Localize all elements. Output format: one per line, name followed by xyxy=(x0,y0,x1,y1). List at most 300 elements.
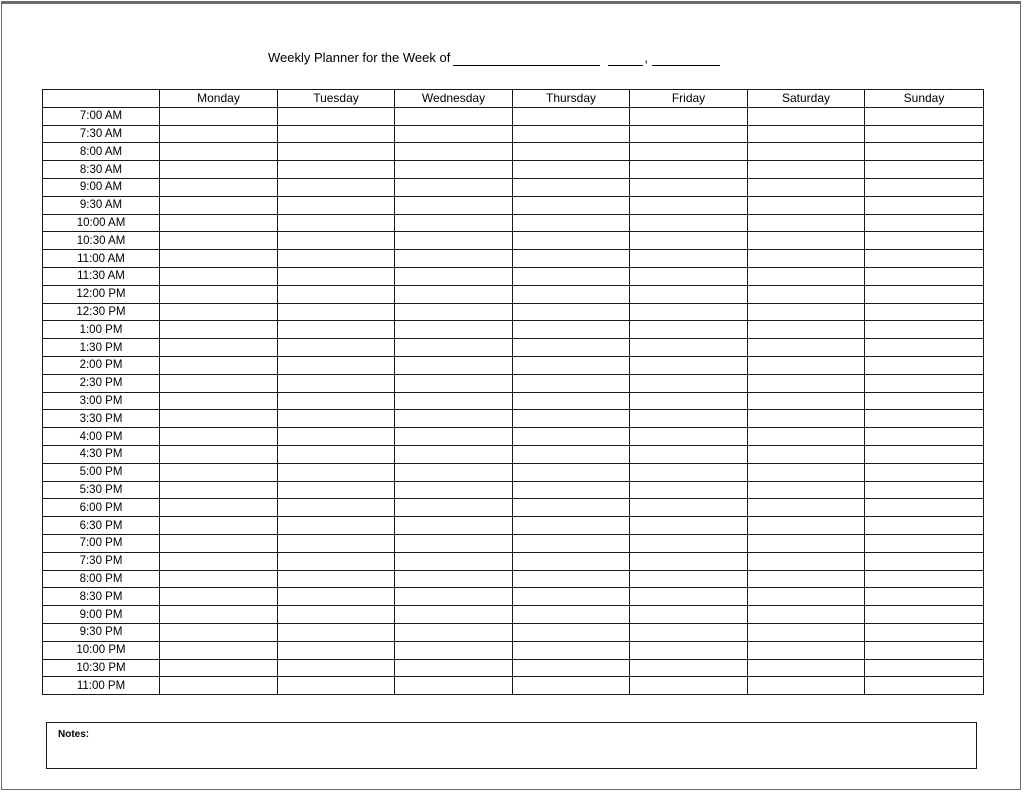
schedule-cell[interactable] xyxy=(395,641,513,659)
time-slot-label: 9:00 PM xyxy=(43,606,160,624)
schedule-cell[interactable] xyxy=(630,303,748,321)
schedule-cell[interactable] xyxy=(748,339,865,357)
title-comma: , xyxy=(644,50,648,65)
schedule-cell[interactable] xyxy=(160,481,278,499)
schedule-cell[interactable] xyxy=(865,534,984,552)
schedule-cell[interactable] xyxy=(865,161,984,179)
schedule-cell[interactable] xyxy=(160,125,278,143)
schedule-cell[interactable] xyxy=(513,161,630,179)
time-slot-label: 3:00 PM xyxy=(43,392,160,410)
schedule-cell[interactable] xyxy=(160,534,278,552)
schedule-cell[interactable] xyxy=(865,570,984,588)
time-slot-label: 10:00 PM xyxy=(43,641,160,659)
schedule-cell[interactable] xyxy=(513,125,630,143)
schedule-cell[interactable] xyxy=(513,356,630,374)
table-row xyxy=(43,410,984,428)
table-row xyxy=(43,214,984,232)
schedule-cell[interactable] xyxy=(160,267,278,285)
table-row xyxy=(43,463,984,481)
week-month-blank[interactable] xyxy=(453,51,600,66)
schedule-cell[interactable] xyxy=(513,107,630,125)
schedule-cell[interactable] xyxy=(630,677,748,695)
schedule-cell[interactable] xyxy=(278,499,395,517)
schedule-cell[interactable] xyxy=(748,107,865,125)
schedule-cell[interactable] xyxy=(513,214,630,232)
schedule-cell[interactable] xyxy=(865,659,984,677)
schedule-cell[interactable] xyxy=(630,143,748,161)
table-row xyxy=(43,161,984,179)
schedule-cell[interactable] xyxy=(160,232,278,250)
schedule-cell[interactable] xyxy=(278,517,395,535)
schedule-cell[interactable] xyxy=(630,428,748,446)
schedule-cell[interactable] xyxy=(865,339,984,357)
schedule-cell[interactable] xyxy=(630,125,748,143)
schedule-cell[interactable] xyxy=(278,428,395,446)
schedule-cell[interactable] xyxy=(278,143,395,161)
schedule-cell[interactable] xyxy=(395,250,513,268)
schedule-cell[interactable] xyxy=(865,499,984,517)
schedule-cell[interactable] xyxy=(395,588,513,606)
time-slot-label: 8:00 AM xyxy=(43,143,160,161)
schedule-cell[interactable] xyxy=(160,428,278,446)
schedule-cell[interactable] xyxy=(160,641,278,659)
schedule-cell[interactable] xyxy=(278,161,395,179)
schedule-cell[interactable] xyxy=(630,517,748,535)
time-slot-label: 4:30 PM xyxy=(43,445,160,463)
schedule-cell[interactable] xyxy=(278,250,395,268)
schedule-cell[interactable] xyxy=(395,285,513,303)
schedule-cell[interactable] xyxy=(748,392,865,410)
schedule-cell[interactable] xyxy=(160,374,278,392)
schedule-cell[interactable] xyxy=(630,623,748,641)
schedule-cell[interactable] xyxy=(278,107,395,125)
schedule-cell[interactable] xyxy=(160,178,278,196)
schedule-cell[interactable] xyxy=(865,250,984,268)
schedule-cell[interactable] xyxy=(748,499,865,517)
notes-label: Notes: xyxy=(58,729,90,740)
schedule-cell[interactable] xyxy=(278,463,395,481)
schedule-cell[interactable] xyxy=(395,267,513,285)
schedule-cell[interactable] xyxy=(278,214,395,232)
schedule-cell[interactable] xyxy=(513,267,630,285)
table-row xyxy=(43,534,984,552)
schedule-cell[interactable] xyxy=(865,196,984,214)
schedule-cell[interactable] xyxy=(748,232,865,250)
schedule-cell[interactable] xyxy=(630,534,748,552)
schedule-cell[interactable] xyxy=(278,125,395,143)
table-row xyxy=(43,143,984,161)
schedule-cell[interactable] xyxy=(630,196,748,214)
schedule-cell[interactable] xyxy=(513,606,630,624)
schedule-cell[interactable] xyxy=(630,107,748,125)
schedule-cell[interactable] xyxy=(630,499,748,517)
schedule-cell[interactable] xyxy=(630,356,748,374)
schedule-cell[interactable] xyxy=(278,232,395,250)
schedule-cell[interactable] xyxy=(630,481,748,499)
schedule-cell[interactable] xyxy=(748,570,865,588)
time-slot-label: 12:00 PM xyxy=(43,285,160,303)
schedule-cell[interactable] xyxy=(278,641,395,659)
schedule-cell[interactable] xyxy=(513,570,630,588)
schedule-cell[interactable] xyxy=(630,232,748,250)
schedule-cell[interactable] xyxy=(513,392,630,410)
schedule-cell[interactable] xyxy=(630,250,748,268)
schedule-cell[interactable] xyxy=(865,677,984,695)
table-row xyxy=(43,285,984,303)
time-slot-label: 4:00 PM xyxy=(43,428,160,446)
schedule-cell[interactable] xyxy=(395,445,513,463)
schedule-cell[interactable] xyxy=(748,445,865,463)
schedule-cell[interactable] xyxy=(395,659,513,677)
schedule-cell[interactable] xyxy=(160,250,278,268)
schedule-cell[interactable] xyxy=(395,499,513,517)
schedule-cell[interactable] xyxy=(513,534,630,552)
table-row xyxy=(43,356,984,374)
schedule-cell[interactable] xyxy=(630,321,748,339)
schedule-cell[interactable] xyxy=(630,410,748,428)
time-slot-label: 5:30 PM xyxy=(43,481,160,499)
time-slot-label: 10:30 PM xyxy=(43,659,160,677)
week-year-blank[interactable] xyxy=(652,51,720,66)
schedule-cell[interactable] xyxy=(395,107,513,125)
time-slot-label: 8:30 AM xyxy=(43,161,160,179)
time-slot-label: 10:00 AM xyxy=(43,214,160,232)
schedule-cell[interactable] xyxy=(865,107,984,125)
table-row xyxy=(43,445,984,463)
day-header: Monday xyxy=(160,90,278,108)
schedule-cell[interactable] xyxy=(630,161,748,179)
time-slot-label: 11:00 PM xyxy=(43,677,160,695)
schedule-cell[interactable] xyxy=(160,552,278,570)
schedule-cell[interactable] xyxy=(513,178,630,196)
schedule-cell[interactable] xyxy=(748,178,865,196)
schedule-cell[interactable] xyxy=(630,588,748,606)
schedule-cell[interactable] xyxy=(865,606,984,624)
schedule-cell[interactable] xyxy=(513,677,630,695)
schedule-cell[interactable] xyxy=(748,623,865,641)
schedule-cell[interactable] xyxy=(395,374,513,392)
table-row xyxy=(43,588,984,606)
schedule-cell[interactable] xyxy=(865,321,984,339)
table-row xyxy=(43,641,984,659)
schedule-cell[interactable] xyxy=(865,392,984,410)
schedule-cell[interactable] xyxy=(513,374,630,392)
schedule-cell[interactable] xyxy=(160,463,278,481)
schedule-cell[interactable] xyxy=(748,641,865,659)
time-slot-label: 9:30 PM xyxy=(43,623,160,641)
schedule-cell[interactable] xyxy=(160,410,278,428)
schedule-cell[interactable] xyxy=(513,410,630,428)
schedule-cell[interactable] xyxy=(513,481,630,499)
table-row xyxy=(43,428,984,446)
schedule-cell[interactable] xyxy=(748,161,865,179)
day-header: Tuesday xyxy=(278,90,395,108)
schedule-cell[interactable] xyxy=(748,267,865,285)
schedule-cell[interactable] xyxy=(395,143,513,161)
schedule-cell[interactable] xyxy=(748,463,865,481)
schedule-cell[interactable] xyxy=(278,534,395,552)
schedule-cell[interactable] xyxy=(513,641,630,659)
schedule-cell[interactable] xyxy=(630,445,748,463)
schedule-cell[interactable] xyxy=(513,143,630,161)
schedule-cell[interactable] xyxy=(630,178,748,196)
table-row xyxy=(43,499,984,517)
schedule-cell[interactable] xyxy=(748,250,865,268)
schedule-cell[interactable] xyxy=(513,463,630,481)
schedule-cell[interactable] xyxy=(865,623,984,641)
schedule-cell[interactable] xyxy=(748,481,865,499)
schedule-cell[interactable] xyxy=(160,445,278,463)
schedule-cell[interactable] xyxy=(630,374,748,392)
day-header: Wednesday xyxy=(395,90,513,108)
schedule-cell[interactable] xyxy=(748,534,865,552)
schedule-cell[interactable] xyxy=(865,641,984,659)
schedule-cell[interactable] xyxy=(395,321,513,339)
time-slot-label: 12:30 PM xyxy=(43,303,160,321)
schedule-cell[interactable] xyxy=(160,623,278,641)
schedule-cell[interactable] xyxy=(160,570,278,588)
schedule-cell[interactable] xyxy=(630,570,748,588)
schedule-cell[interactable] xyxy=(395,125,513,143)
schedule-cell[interactable] xyxy=(160,588,278,606)
schedule-cell[interactable] xyxy=(748,356,865,374)
table-row xyxy=(43,178,984,196)
table-row xyxy=(43,250,984,268)
schedule-cell[interactable] xyxy=(630,552,748,570)
time-slot-label: 9:30 AM xyxy=(43,196,160,214)
schedule-cell[interactable] xyxy=(395,517,513,535)
table-row xyxy=(43,125,984,143)
schedule-cell[interactable] xyxy=(865,445,984,463)
schedule-cell[interactable] xyxy=(865,267,984,285)
schedule-cell[interactable] xyxy=(278,374,395,392)
schedule-cell[interactable] xyxy=(395,392,513,410)
schedule-cell[interactable] xyxy=(748,125,865,143)
schedule-cell[interactable] xyxy=(395,623,513,641)
time-slot-label: 7:00 AM xyxy=(43,107,160,125)
schedule-cell[interactable] xyxy=(748,659,865,677)
schedule-cell[interactable] xyxy=(160,499,278,517)
table-row xyxy=(43,606,984,624)
notes-box[interactable] xyxy=(46,722,977,769)
schedule-cell[interactable] xyxy=(278,570,395,588)
planner-body xyxy=(43,107,984,694)
schedule-cell[interactable] xyxy=(865,588,984,606)
schedule-cell[interactable] xyxy=(160,606,278,624)
schedule-cell[interactable] xyxy=(748,517,865,535)
schedule-cell[interactable] xyxy=(748,428,865,446)
schedule-cell[interactable] xyxy=(630,214,748,232)
schedule-cell[interactable] xyxy=(865,410,984,428)
schedule-cell[interactable] xyxy=(278,481,395,499)
schedule-cell[interactable] xyxy=(160,659,278,677)
schedule-cell[interactable] xyxy=(630,339,748,357)
time-slot-label: 2:00 PM xyxy=(43,356,160,374)
table-row xyxy=(43,623,984,641)
schedule-cell[interactable] xyxy=(395,339,513,357)
table-row xyxy=(43,374,984,392)
schedule-cell[interactable] xyxy=(395,534,513,552)
schedule-cell[interactable] xyxy=(160,285,278,303)
schedule-cell[interactable] xyxy=(748,285,865,303)
schedule-cell[interactable] xyxy=(748,303,865,321)
time-slot-label: 9:00 AM xyxy=(43,178,160,196)
schedule-cell[interactable] xyxy=(630,285,748,303)
schedule-cell[interactable] xyxy=(278,196,395,214)
schedule-cell[interactable] xyxy=(748,214,865,232)
schedule-cell[interactable] xyxy=(513,321,630,339)
schedule-cell[interactable] xyxy=(160,161,278,179)
schedule-cell[interactable] xyxy=(748,552,865,570)
schedule-cell[interactable] xyxy=(748,410,865,428)
schedule-cell[interactable] xyxy=(395,570,513,588)
schedule-cell[interactable] xyxy=(865,285,984,303)
schedule-cell[interactable] xyxy=(513,303,630,321)
schedule-cell[interactable] xyxy=(395,481,513,499)
schedule-cell[interactable] xyxy=(630,463,748,481)
schedule-cell[interactable] xyxy=(748,588,865,606)
schedule-cell[interactable] xyxy=(748,374,865,392)
schedule-cell[interactable] xyxy=(395,356,513,374)
schedule-cell[interactable] xyxy=(513,517,630,535)
schedule-cell[interactable] xyxy=(513,659,630,677)
schedule-cell[interactable] xyxy=(395,178,513,196)
schedule-cell[interactable] xyxy=(395,428,513,446)
time-slot-label: 1:30 PM xyxy=(43,339,160,357)
schedule-cell[interactable] xyxy=(395,463,513,481)
schedule-cell[interactable] xyxy=(865,303,984,321)
time-slot-label: 10:30 AM xyxy=(43,232,160,250)
table-row xyxy=(43,267,984,285)
schedule-cell[interactable] xyxy=(513,339,630,357)
schedule-cell[interactable] xyxy=(865,125,984,143)
schedule-cell[interactable] xyxy=(395,161,513,179)
schedule-cell[interactable] xyxy=(865,214,984,232)
schedule-cell[interactable] xyxy=(395,552,513,570)
time-slot-label: 7:30 PM xyxy=(43,552,160,570)
table-row xyxy=(43,570,984,588)
schedule-cell[interactable] xyxy=(278,321,395,339)
schedule-cell[interactable] xyxy=(865,143,984,161)
schedule-cell[interactable] xyxy=(513,588,630,606)
schedule-cell[interactable] xyxy=(513,196,630,214)
schedule-cell[interactable] xyxy=(748,606,865,624)
time-slot-label: 3:30 PM xyxy=(43,410,160,428)
schedule-cell[interactable] xyxy=(865,428,984,446)
schedule-cell[interactable] xyxy=(160,392,278,410)
schedule-cell[interactable] xyxy=(278,588,395,606)
schedule-cell[interactable] xyxy=(160,356,278,374)
table-row xyxy=(43,517,984,535)
schedule-cell[interactable] xyxy=(630,606,748,624)
schedule-cell[interactable] xyxy=(395,196,513,214)
schedule-cell[interactable] xyxy=(160,303,278,321)
table-row xyxy=(43,392,984,410)
schedule-cell[interactable] xyxy=(865,374,984,392)
schedule-cell[interactable] xyxy=(395,677,513,695)
schedule-cell[interactable] xyxy=(865,463,984,481)
schedule-cell[interactable] xyxy=(513,552,630,570)
schedule-cell[interactable] xyxy=(160,677,278,695)
schedule-cell[interactable] xyxy=(865,232,984,250)
schedule-cell[interactable] xyxy=(395,303,513,321)
planner-title: Weekly Planner for the Week of xyxy=(268,50,451,65)
schedule-cell[interactable] xyxy=(630,392,748,410)
week-day-blank[interactable] xyxy=(608,51,643,66)
schedule-cell[interactable] xyxy=(160,339,278,357)
schedule-cell[interactable] xyxy=(278,677,395,695)
schedule-cell[interactable] xyxy=(865,356,984,374)
schedule-cell[interactable] xyxy=(278,285,395,303)
schedule-cell[interactable] xyxy=(630,267,748,285)
day-header: Sunday xyxy=(865,90,984,108)
schedule-cell[interactable] xyxy=(160,196,278,214)
schedule-cell[interactable] xyxy=(630,641,748,659)
schedule-cell[interactable] xyxy=(278,659,395,677)
time-slot-label: 11:30 AM xyxy=(43,267,160,285)
time-slot-label: 8:30 PM xyxy=(43,588,160,606)
table-row xyxy=(43,303,984,321)
schedule-cell[interactable] xyxy=(160,517,278,535)
time-slot-label: 6:00 PM xyxy=(43,499,160,517)
schedule-cell[interactable] xyxy=(865,552,984,570)
schedule-cell[interactable] xyxy=(513,232,630,250)
schedule-cell[interactable] xyxy=(278,410,395,428)
schedule-cell[interactable] xyxy=(513,250,630,268)
schedule-cell[interactable] xyxy=(278,392,395,410)
schedule-cell[interactable] xyxy=(748,196,865,214)
schedule-cell[interactable] xyxy=(278,356,395,374)
schedule-cell[interactable] xyxy=(865,517,984,535)
table-row xyxy=(43,677,984,695)
schedule-cell[interactable] xyxy=(748,321,865,339)
schedule-cell[interactable] xyxy=(278,552,395,570)
schedule-cell[interactable] xyxy=(865,481,984,499)
corner-cell xyxy=(43,90,160,108)
schedule-cell[interactable] xyxy=(160,321,278,339)
schedule-cell[interactable] xyxy=(748,677,865,695)
schedule-cell[interactable] xyxy=(278,339,395,357)
schedule-cell[interactable] xyxy=(630,659,748,677)
schedule-cell[interactable] xyxy=(513,428,630,446)
schedule-cell[interactable] xyxy=(278,178,395,196)
schedule-cell[interactable] xyxy=(513,623,630,641)
day-header: Thursday xyxy=(513,90,630,108)
schedule-cell[interactable] xyxy=(395,232,513,250)
schedule-cell[interactable] xyxy=(278,606,395,624)
time-slot-label: 1:00 PM xyxy=(43,321,160,339)
table-row xyxy=(43,339,984,357)
schedule-cell[interactable] xyxy=(395,410,513,428)
schedule-cell[interactable] xyxy=(278,623,395,641)
schedule-cell[interactable] xyxy=(395,606,513,624)
header-row xyxy=(43,90,984,108)
schedule-cell[interactable] xyxy=(278,267,395,285)
schedule-cell[interactable] xyxy=(513,285,630,303)
schedule-cell[interactable] xyxy=(278,303,395,321)
day-header: Saturday xyxy=(748,90,865,108)
schedule-cell[interactable] xyxy=(513,445,630,463)
schedule-cell[interactable] xyxy=(160,214,278,232)
schedule-cell[interactable] xyxy=(395,214,513,232)
schedule-cell[interactable] xyxy=(513,499,630,517)
schedule-cell[interactable] xyxy=(748,143,865,161)
table-row xyxy=(43,196,984,214)
schedule-cell[interactable] xyxy=(160,107,278,125)
schedule-cell[interactable] xyxy=(160,143,278,161)
schedule-cell[interactable] xyxy=(865,178,984,196)
schedule-cell[interactable] xyxy=(278,445,395,463)
